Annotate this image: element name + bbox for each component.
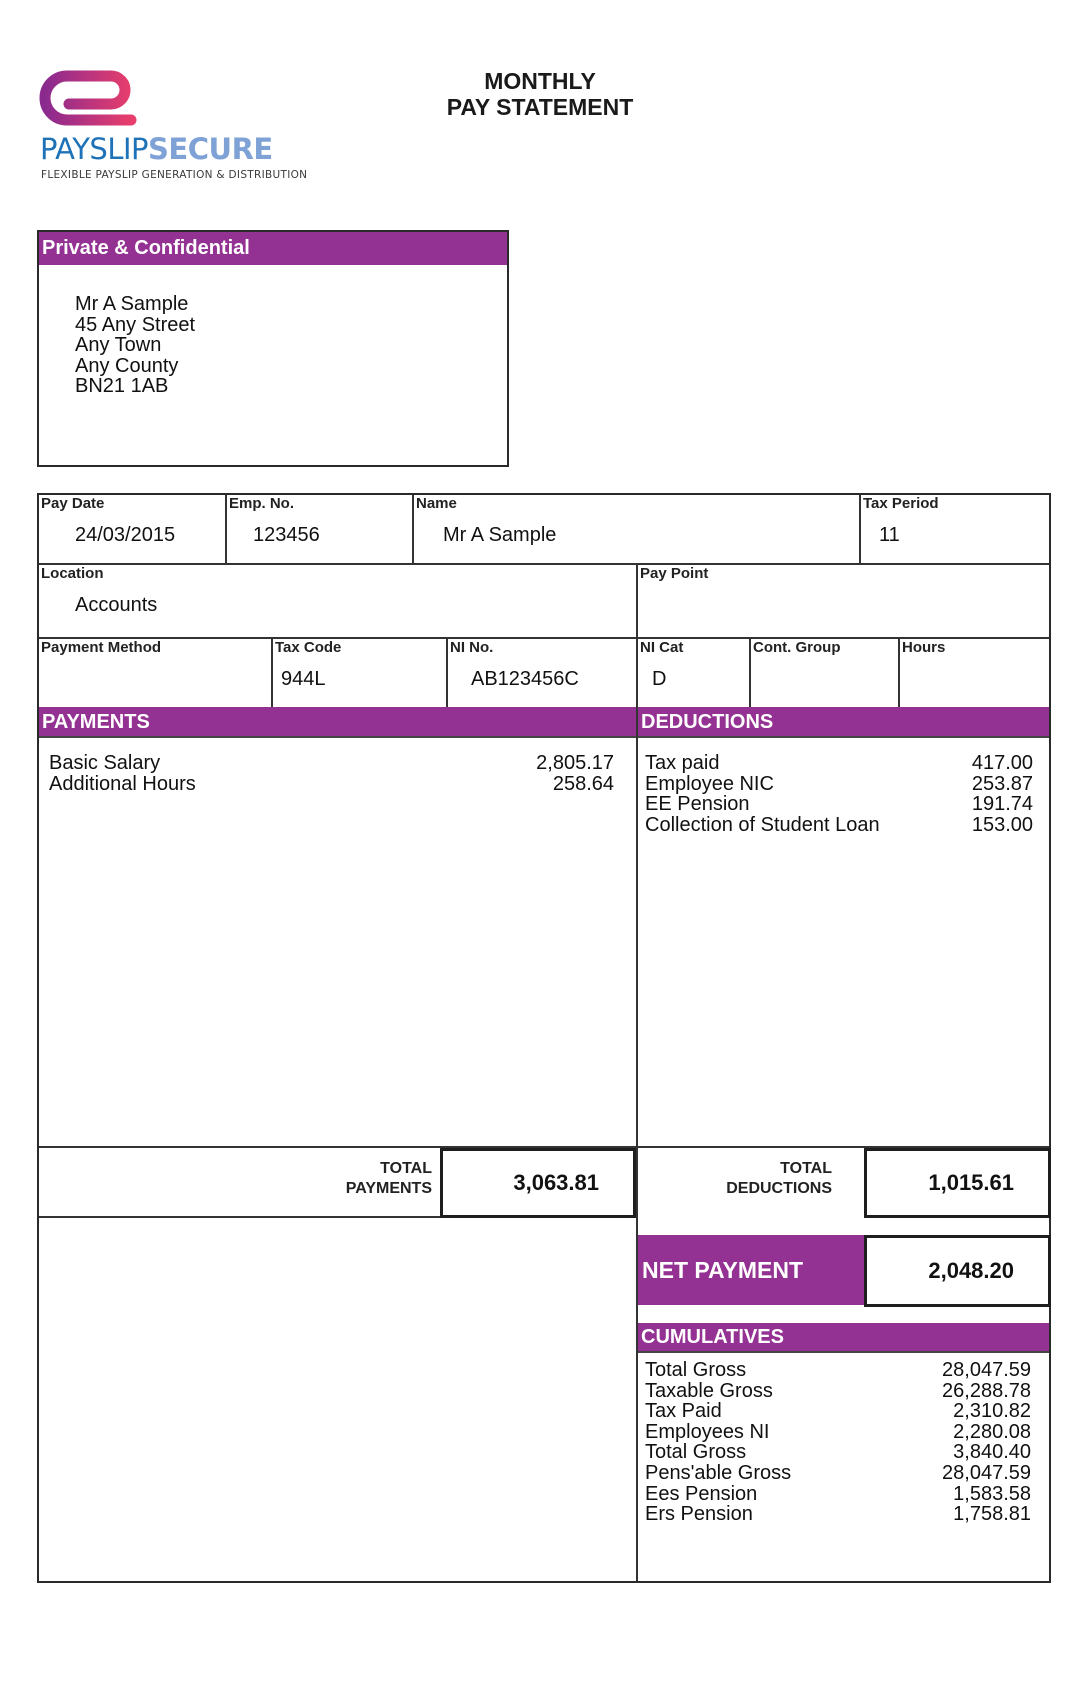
payment-item xyxy=(49,753,614,774)
total-deductions-label-line1: TOTAL xyxy=(780,1160,832,1177)
total-payments-label-line1: TOTAL xyxy=(380,1160,432,1177)
deduction-label: Tax paid xyxy=(645,752,720,774)
document-title-line1: MONTHLY xyxy=(484,68,596,94)
tax-code-value: 944L xyxy=(281,668,326,690)
cumulative-amount: 26,288.78 xyxy=(942,1379,1031,1402)
deduction-amount: 417.00 xyxy=(971,752,1033,774)
total-payments-label-line2: PAYMENTS xyxy=(345,1180,432,1197)
divider xyxy=(636,707,638,1581)
cumulative-label: Ees Pension xyxy=(645,1482,758,1505)
cont-group-label: Cont. Group xyxy=(753,639,841,656)
cumulative-amount: 2,310.82 xyxy=(953,1400,1031,1423)
divider xyxy=(39,563,1049,565)
pay-date-label: Pay Date xyxy=(41,495,105,512)
cumulative-amount: 3,840.40 xyxy=(953,1441,1031,1464)
payment-label: Additional Hours xyxy=(49,772,196,795)
payment-amount: 258.64 xyxy=(552,772,614,795)
cumulative-item xyxy=(645,1484,1031,1505)
net-payment-box xyxy=(864,1235,1051,1307)
address-line: Mr A Sample xyxy=(75,293,189,315)
total-payments-box xyxy=(440,1148,636,1218)
location-value: Accounts xyxy=(75,594,158,616)
payments-header: PAYMENTS xyxy=(39,707,636,737)
cumulative-label: Taxable Gross xyxy=(645,1379,773,1402)
divider xyxy=(636,637,638,708)
cumulative-label: Tax Paid xyxy=(645,1400,722,1423)
address-line: Any County xyxy=(75,354,179,377)
address-line: 45 Any Street xyxy=(75,313,196,336)
divider xyxy=(271,637,273,708)
cumulative-item xyxy=(645,1463,1031,1484)
ni-no-value: AB123456C xyxy=(471,668,579,690)
deductions-header: DEDUCTIONS xyxy=(638,707,1049,737)
cumulative-label: Total Gross xyxy=(645,1441,747,1464)
cumulative-item xyxy=(645,1381,1031,1402)
cumulative-item xyxy=(645,1504,1031,1525)
deduction-item xyxy=(645,753,1033,774)
pay-date-value: 24/03/2015 xyxy=(75,524,176,546)
cumulative-item xyxy=(645,1422,1031,1443)
brand-wordmark xyxy=(40,133,273,165)
deduction-amount: 253.87 xyxy=(971,772,1033,795)
emp-no-value: 123456 xyxy=(253,524,320,546)
cumulatives-list xyxy=(645,1360,1031,1525)
payments-list xyxy=(49,753,614,794)
deduction-label: Collection of Student Loan xyxy=(645,813,880,836)
cumulative-label: Pens'able Gross xyxy=(645,1461,792,1484)
address-line: BN21 1AB xyxy=(75,375,169,397)
deduction-amount: 191.74 xyxy=(971,793,1033,816)
deduction-item xyxy=(645,815,1033,836)
pay-point-label: Pay Point xyxy=(640,565,709,582)
deductions-list xyxy=(645,753,1033,835)
name-label: Name xyxy=(416,495,457,512)
divider xyxy=(898,637,900,708)
cumulative-label: Ers Pension xyxy=(645,1503,753,1526)
confidential-header: Private & Confidential xyxy=(39,232,507,265)
divider xyxy=(749,637,751,708)
total-deductions-label-line2: DEDUCTIONS xyxy=(726,1180,832,1197)
brand-name-part2: SECURE xyxy=(148,132,273,166)
total-deductions-label xyxy=(679,1159,832,1199)
payment-label: Basic Salary xyxy=(49,752,161,774)
cumulative-amount: 28,047.59 xyxy=(942,1461,1031,1484)
location-label: Location xyxy=(41,565,104,582)
payment-method-label: Payment Method xyxy=(41,639,162,656)
address-box xyxy=(37,230,509,467)
ni-cat-value: D xyxy=(652,668,667,690)
deduction-item xyxy=(645,794,1033,815)
emp-no-label: Emp. No. xyxy=(229,495,295,512)
ni-no-label: NI No. xyxy=(450,639,494,656)
cumulative-amount: 28,047.59 xyxy=(942,1359,1031,1381)
document-title-line2: PAY STATEMENT xyxy=(446,94,634,120)
total-payments-value: 3,063.81 xyxy=(513,1170,599,1195)
payment-item xyxy=(49,774,614,795)
cumulative-label: Employees NI xyxy=(645,1420,770,1443)
hours-label: Hours xyxy=(902,639,946,656)
name-value: Mr A Sample xyxy=(443,524,557,546)
divider xyxy=(859,495,861,564)
net-payment-value: 2,048.20 xyxy=(928,1258,1014,1283)
cumulative-amount: 2,280.08 xyxy=(953,1420,1031,1443)
cumulative-item xyxy=(645,1401,1031,1422)
tax-period-label: Tax Period xyxy=(863,495,939,512)
divider xyxy=(412,495,414,564)
tax-period-value: 11 xyxy=(879,524,900,546)
cumulative-label: Total Gross xyxy=(645,1359,747,1381)
payment-amount: 2,805.17 xyxy=(536,752,614,774)
deduction-label: EE Pension xyxy=(645,793,750,816)
total-deductions-box xyxy=(864,1148,1051,1218)
address-block xyxy=(75,294,195,397)
deduction-item xyxy=(645,774,1033,795)
address-line: Any Town xyxy=(75,334,162,356)
total-deductions-value: 1,015.61 xyxy=(928,1170,1014,1195)
paperclip-logo-icon xyxy=(39,70,139,128)
payslip-table xyxy=(37,493,1051,1583)
cumulative-amount: 1,583.58 xyxy=(953,1482,1031,1505)
cumulative-item xyxy=(645,1360,1031,1381)
divider xyxy=(636,563,638,639)
cumulative-amount: 1,758.81 xyxy=(953,1503,1031,1526)
divider xyxy=(225,495,227,564)
divider xyxy=(39,736,1049,738)
cumulatives-header: CUMULATIVES xyxy=(638,1323,1049,1352)
brand-name-part1: PAYSLIP xyxy=(40,132,149,166)
tax-code-label: Tax Code xyxy=(275,639,342,656)
ni-cat-label: NI Cat xyxy=(640,639,684,656)
total-payments-label xyxy=(279,1159,432,1199)
cumulative-item xyxy=(645,1442,1031,1463)
divider xyxy=(446,637,448,708)
brand-tagline: FLEXIBLE PAYSLIP GENERATION & DISTRIBUTION xyxy=(41,169,308,181)
deduction-amount: 153.00 xyxy=(971,813,1033,836)
net-payment-label: NET PAYMENT xyxy=(638,1235,866,1305)
deduction-label: Employee NIC xyxy=(645,772,774,795)
divider xyxy=(638,1351,1049,1353)
